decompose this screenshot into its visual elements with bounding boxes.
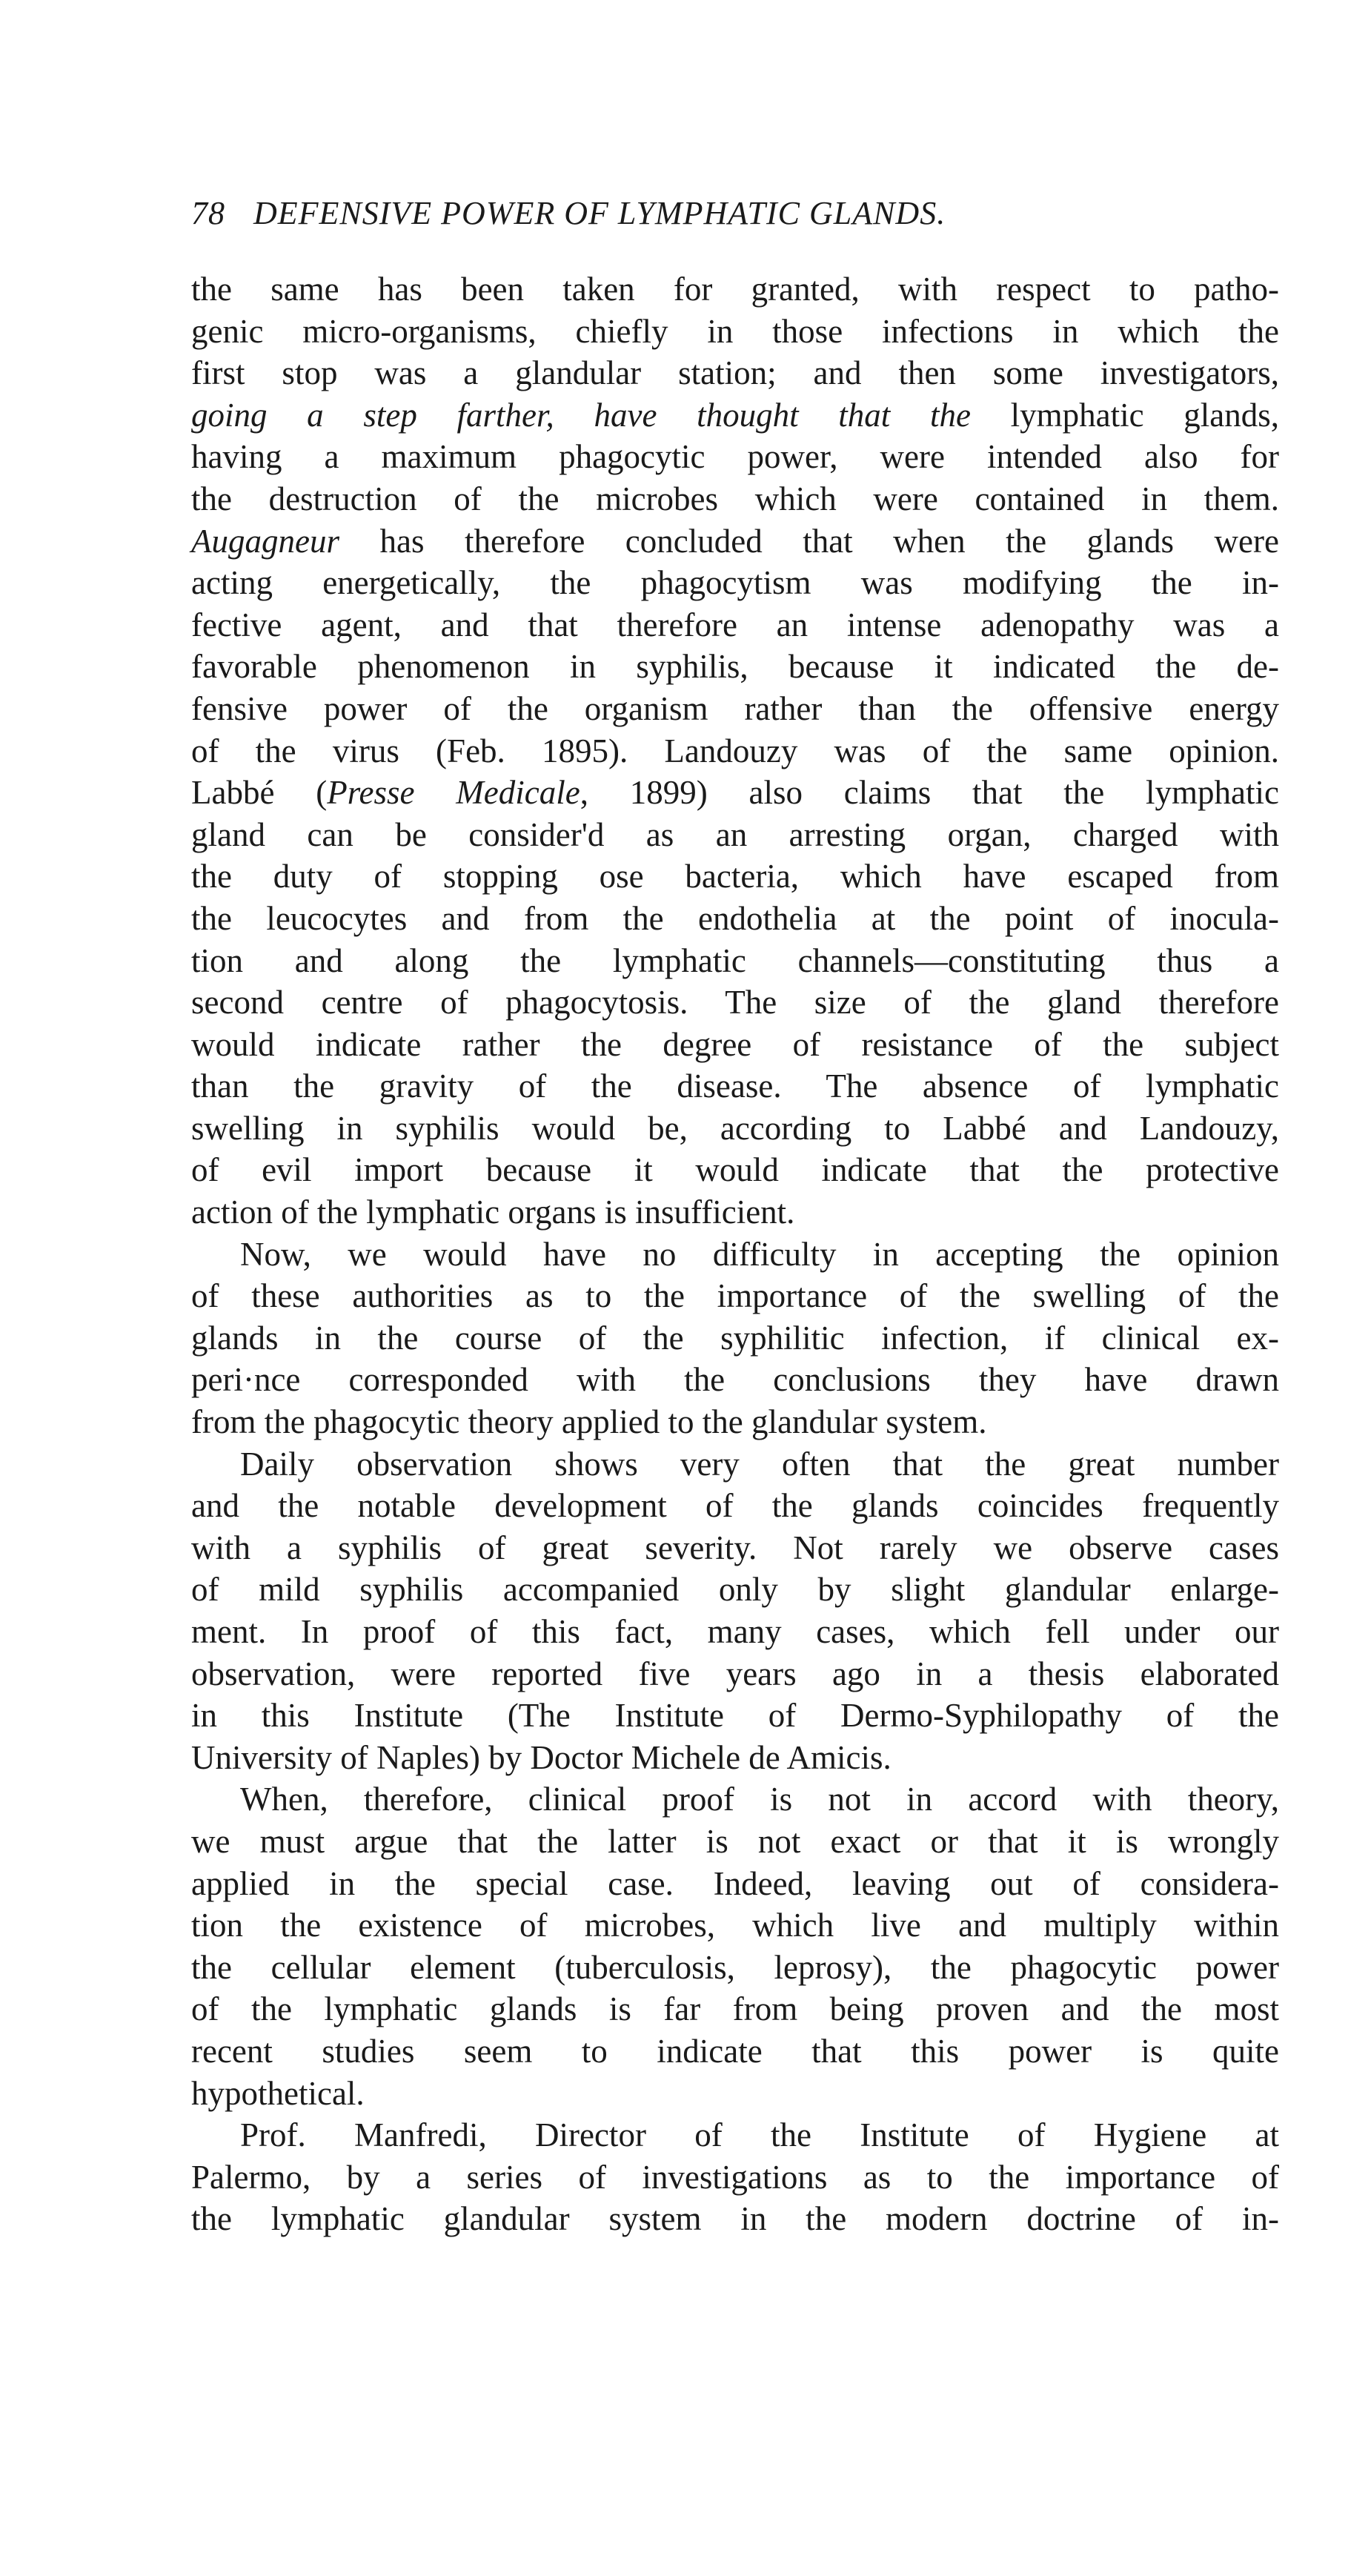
text-line bbox=[191, 436, 1279, 478]
line-text: having a maximum phagocytic power, were intended also for bbox=[191, 438, 1279, 476]
body-text bbox=[191, 268, 1279, 2240]
line-text: tion and along the lymphatic channels—constituting thus a bbox=[191, 941, 1279, 979]
page-header bbox=[191, 194, 1244, 232]
line-text: ment. In proof of this fact, many cases, which fell under our bbox=[191, 1613, 1279, 1650]
text-line bbox=[191, 1863, 1279, 1905]
text-line bbox=[191, 2114, 1279, 2156]
text-line bbox=[191, 1947, 1279, 1989]
line-text: action of the lymphatic organs is insufficient. bbox=[191, 1193, 795, 1231]
text-line bbox=[191, 1611, 1279, 1653]
line-text: , 1899) also claims that the lymphatic bbox=[580, 774, 1279, 812]
text-line bbox=[191, 814, 1279, 856]
line-text: the lymphatic glandular system in the modern doctrine of in- bbox=[191, 2200, 1279, 2238]
line-text: University of Naples) by Doctor Michele de Amicis. bbox=[191, 1738, 892, 1776]
text-line bbox=[191, 604, 1279, 646]
text-line bbox=[191, 1359, 1279, 1401]
italic-text: Presse Medicale bbox=[327, 774, 580, 812]
text-line bbox=[191, 940, 1279, 982]
text-line bbox=[191, 1527, 1279, 1569]
text-line bbox=[191, 730, 1279, 772]
text-line bbox=[191, 268, 1279, 311]
text-line bbox=[191, 688, 1279, 730]
text-line bbox=[191, 855, 1279, 898]
line-text: of the lymphatic glands is far from being proven and the most bbox=[191, 1990, 1279, 2028]
line-text: genic micro-organisms, chiefly in those infections in which the bbox=[191, 312, 1279, 350]
line-text: glands in the course of the syphilitic infection, if clinical ex- bbox=[191, 1319, 1279, 1357]
line-text: of evil import because it would indicate that the protective bbox=[191, 1151, 1279, 1189]
running-head: DEFENSIVE POWER OF LYMPHATIC GLANDS. bbox=[253, 195, 946, 231]
text-line bbox=[191, 394, 1279, 437]
text-line bbox=[191, 2198, 1279, 2240]
text-line bbox=[191, 1024, 1279, 1066]
line-text: gland can be consider'd as an arresting organ, charged with bbox=[191, 815, 1279, 853]
line-text: the destruction of the microbes which were contained in them. bbox=[191, 480, 1279, 517]
text-line bbox=[191, 1778, 1279, 1821]
text-line bbox=[191, 1737, 1279, 1779]
text-line bbox=[191, 1485, 1279, 1527]
line-text: of the virus (Feb. 1895). Landouzy was of the same opinion. bbox=[191, 732, 1279, 769]
line-text: acting energetically, the phagocytism was modifying the in- bbox=[191, 564, 1279, 602]
text-line bbox=[191, 898, 1279, 940]
text-line bbox=[191, 1695, 1279, 1737]
text-line bbox=[191, 1234, 1279, 1276]
line-text: the leucocytes and from the endothelia at the point of inocula- bbox=[191, 899, 1279, 937]
line-text: and the notable development of the glands coincides frequently bbox=[191, 1487, 1279, 1525]
text-line bbox=[191, 1317, 1279, 1360]
line-text: first stop was a glandular station; and then some investigators, bbox=[191, 354, 1279, 392]
line-text: in this Institute (The Institute of Dermo-Syphilopathy of the bbox=[191, 1697, 1279, 1735]
text-line bbox=[191, 2030, 1279, 2073]
line-text: of these authorities as to the importance of the swelling of the bbox=[191, 1277, 1279, 1315]
text-line bbox=[191, 1653, 1279, 1695]
text-line bbox=[191, 1443, 1279, 1486]
line-text: swelling in syphilis would be, according to Labbé and Landouzy, bbox=[191, 1109, 1279, 1147]
italic-text: going a step farther, have thought that the bbox=[191, 396, 971, 434]
text-line bbox=[191, 2073, 1279, 2115]
line-text: of mild syphilis accompanied only by slight glandular enlarge- bbox=[191, 1571, 1279, 1609]
line-text: lymphatic glands, bbox=[970, 396, 1280, 434]
text-line bbox=[191, 520, 1279, 563]
line-text: recent studies seem to indicate that this power is quite bbox=[191, 2032, 1279, 2070]
italic-text: Augagneur bbox=[191, 522, 339, 560]
line-text: from the phagocytic theory applied to the glandular system. bbox=[191, 1403, 987, 1441]
text-line bbox=[191, 1988, 1279, 2030]
line-text: has therefore concluded that when the glands were bbox=[339, 522, 1279, 560]
line-text: favorable phenomenon in syphilis, because it indicated the de- bbox=[191, 648, 1279, 686]
line-text: When, therefore, clinical proof is not in accord with theory, bbox=[240, 1781, 1279, 1818]
text-line bbox=[191, 562, 1279, 604]
line-text: Prof. Manfredi, Director of the Institute of Hygiene at bbox=[240, 2116, 1279, 2154]
text-line bbox=[191, 478, 1279, 520]
line-text: would indicate rather the degree of resistance of the subject bbox=[191, 1025, 1279, 1063]
line-text: Daily observation shows very often that the great number bbox=[240, 1445, 1279, 1483]
line-text: fective agent, and that therefore an intense adenopathy was a bbox=[191, 606, 1279, 643]
page-number: 78 bbox=[191, 195, 225, 231]
line-text: peri·nce corresponded with the conclusions they have drawn bbox=[191, 1361, 1279, 1399]
line-text: Now, we would have no difficulty in accepting the opinion bbox=[240, 1235, 1279, 1273]
text-line bbox=[191, 981, 1279, 1024]
text-line bbox=[191, 1275, 1279, 1317]
line-text: the cellular element (tuberculosis, leprosy), the phagocytic power bbox=[191, 1948, 1279, 1986]
text-line bbox=[191, 1569, 1279, 1611]
text-line bbox=[191, 646, 1279, 688]
line-text: tion the existence of microbes, which live and multiply within bbox=[191, 1907, 1279, 1944]
line-text: hypothetical. bbox=[191, 2074, 365, 2112]
line-text: Palermo, by a series of investigations as to the importance of bbox=[191, 2158, 1279, 2196]
text-line bbox=[191, 1401, 1279, 1443]
text-line bbox=[191, 352, 1279, 394]
line-text: Labbé ( bbox=[191, 774, 328, 812]
text-line bbox=[191, 1107, 1279, 1150]
line-text: the same has been taken for granted, with respect to patho- bbox=[191, 271, 1279, 308]
line-text: fensive power of the organism rather than the offensive energy bbox=[191, 689, 1279, 727]
text-line bbox=[191, 772, 1279, 814]
line-text: observation, were reported five years ago in a thesis elaborated bbox=[191, 1655, 1279, 1692]
text-line bbox=[191, 2156, 1279, 2199]
line-text: we must argue that the latter is not exact or that it is wrongly bbox=[191, 1822, 1279, 1860]
line-text: with a syphilis of great severity. Not rarely we observe cases bbox=[191, 1529, 1279, 1566]
line-text: the duty of stopping ose bacteria, which have escaped from bbox=[191, 858, 1279, 895]
text-line bbox=[191, 1149, 1279, 1191]
text-line bbox=[191, 311, 1279, 353]
line-text: second centre of phagocytosis. The size of the gland therefore bbox=[191, 984, 1279, 1022]
line-text: applied in the special case. Indeed, leaving out of considera- bbox=[191, 1864, 1279, 1902]
text-line bbox=[191, 1821, 1279, 1863]
text-line bbox=[191, 1065, 1279, 1107]
line-text: than the gravity of the disease. The absence of lymphatic bbox=[191, 1067, 1279, 1105]
text-line bbox=[191, 1191, 1279, 1234]
text-line bbox=[191, 1904, 1279, 1947]
